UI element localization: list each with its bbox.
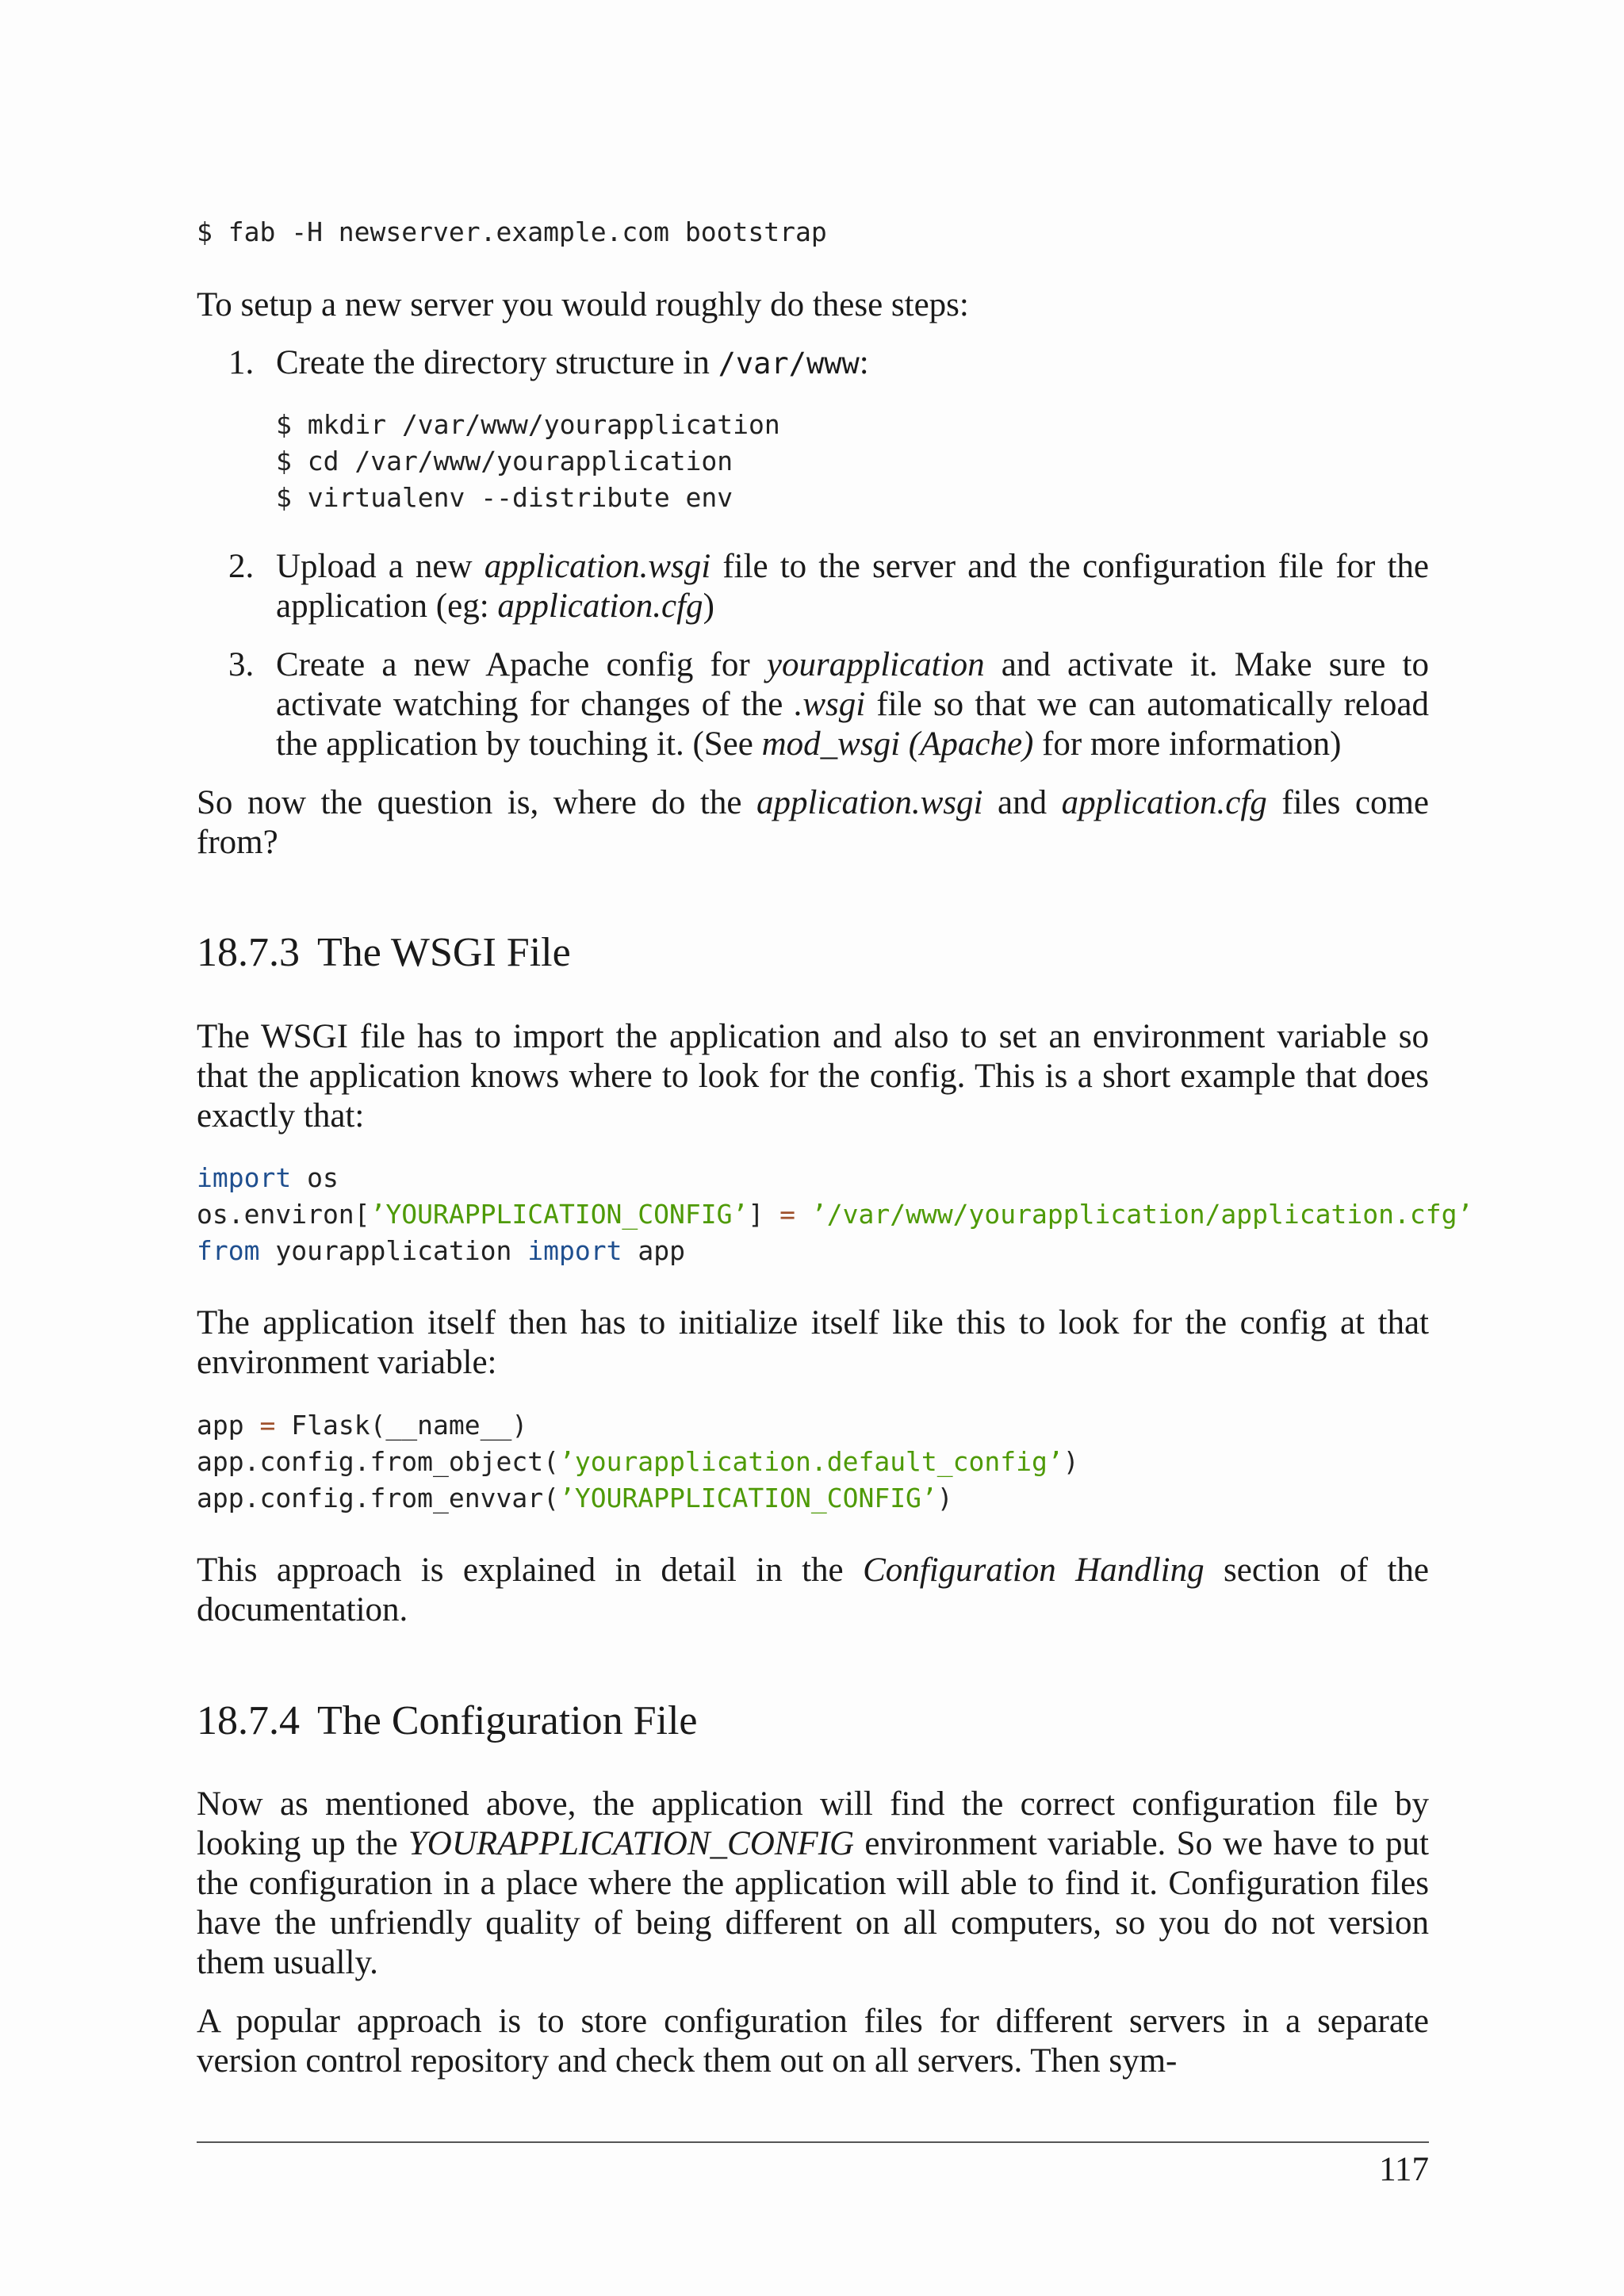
setup-paragraph: To setup a new server you would roughly do these steps: (197, 286, 969, 323)
section-heading-wsgi: 18.7.3 The WSGI File (197, 930, 571, 975)
init-code-block: app = Flask(__name__) app.config.from_object(’yourapplication.default_config’) app.config.from_envvar(’YOURAPPLICATION_CONFIG’) (197, 1410, 1079, 1513)
wsgi-code-block: import os os.environ[’YOURAPPLICATION_CONFIG’] = ’/var/www/yourapplication/application.cfg’ from yourapplication import app (197, 1162, 1473, 1266)
list-item-1: 1. Create the directory structure in /var/www: (228, 344, 869, 381)
code-line: $ virtualenv --distribute env (276, 482, 733, 513)
wsgi-paragraph: The WSGI file has to import the application and also to set an environment variable so that the application knows where to look for the config. This is a short example that does exactly that: (197, 1018, 1429, 1135)
inline-code: /var/www (718, 346, 860, 381)
list-item-2: 2. Upload a new application.wsgi file to the server and the configuration file for the application (eg: application.cfg) (228, 548, 1430, 625)
code-line: $ cd /var/www/yourapplication (276, 446, 733, 476)
section-heading-config: 18.7.4 The Configuration File (197, 1698, 698, 1743)
list-number: 3. (228, 646, 255, 683)
list-number: 2. (228, 548, 255, 585)
code-line: $ mkdir /var/www/yourapplication (276, 409, 780, 440)
question-paragraph: So now the question is, where do the application.wsgi and application.cfg files come from? (197, 784, 1429, 861)
mkdir-commands (276, 407, 780, 516)
approach-paragraph: This approach is explained in detail in the Configuration Handling section of the documentation. (197, 1552, 1429, 1628)
list-item-3: 3. Create a new Apache config for yourapplication and activate it. Make sure to activate watching for changes of the .wsgi file so that we can automatically reload the application by touching it. (See mod_wsgi (Apache) for more information) (228, 646, 1430, 763)
config-paragraph-2: A popular approach is to store configuration files for different servers in a separate version control repository and check them out on all servers. Then sym- (197, 2003, 1429, 2080)
fab-command: $ fab -H newserver.example.com bootstrap (197, 216, 827, 247)
page-number: 117 (1379, 2151, 1429, 2188)
config-paragraph-1: Now as mentioned above, the application will find the correct configuration file by looking up the YOURAPPLICATION_CONFIG environment variable. So we have to put the configuration in a place where the application will able to find it. Configuration files have the unfriendly quality of being different on all computers, so you do not version them usually. (197, 1785, 1429, 1981)
footer-rule (197, 2141, 1429, 2143)
init-paragraph: The application itself then has to initialize itself like this to look for the config at that environment variable: (197, 1304, 1429, 1381)
list-number: 1. (228, 344, 255, 381)
